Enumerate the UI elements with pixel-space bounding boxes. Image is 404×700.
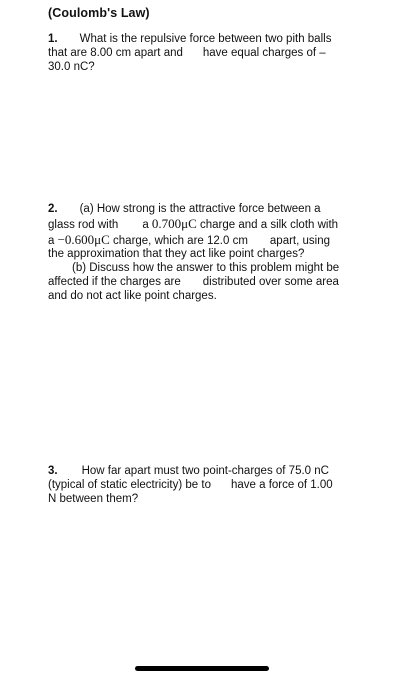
question-number: 1. [48, 33, 58, 45]
question-3-line-3: N between them? [48, 492, 139, 505]
question-2-line-7: and do not act like point charges. [48, 289, 217, 302]
charge-value: −0.600μC [57, 231, 110, 247]
question-2-line-1: 2. (a) How strong is the attractive force between a [48, 203, 321, 215]
home-indicator[interactable] [135, 666, 269, 671]
question-2-line-4: the approximation that they act like point charges? [48, 248, 305, 261]
question-2 [48, 203, 373, 304]
charge-value: 0.700μC [151, 215, 197, 231]
question-number: 2. [48, 203, 58, 215]
question-1-line-3: 30.0 nC? [48, 60, 95, 73]
question-3-line-2: (typical of static electricity) be to have a force of 1.00 [48, 478, 333, 491]
question-number: 3. [48, 465, 58, 477]
page-title: (Coulomb's Law) [48, 6, 150, 20]
question-1-line-2: that are 8.00 cm apart and have equal charges of – [48, 46, 326, 59]
question-3 [48, 465, 373, 506]
question-2-line-6: affected if the charges are distributed over some area [48, 275, 339, 288]
question-2-line-5: (b) Discuss how the answer to this problem might be [72, 262, 340, 275]
question-3-line-1: 3. How far apart must two point-charges of 75.0 nC [48, 465, 329, 477]
question-1 [48, 33, 373, 74]
question-2-line-2: glass rod with a 0.700μC charge and a silk cloth with [48, 215, 339, 231]
question-2-line-3: a −0.600μC charge, which are 12.0 cm apart, using [48, 231, 331, 247]
question-1-line-1: 1. What is the repulsive force between two pith balls [48, 33, 332, 45]
